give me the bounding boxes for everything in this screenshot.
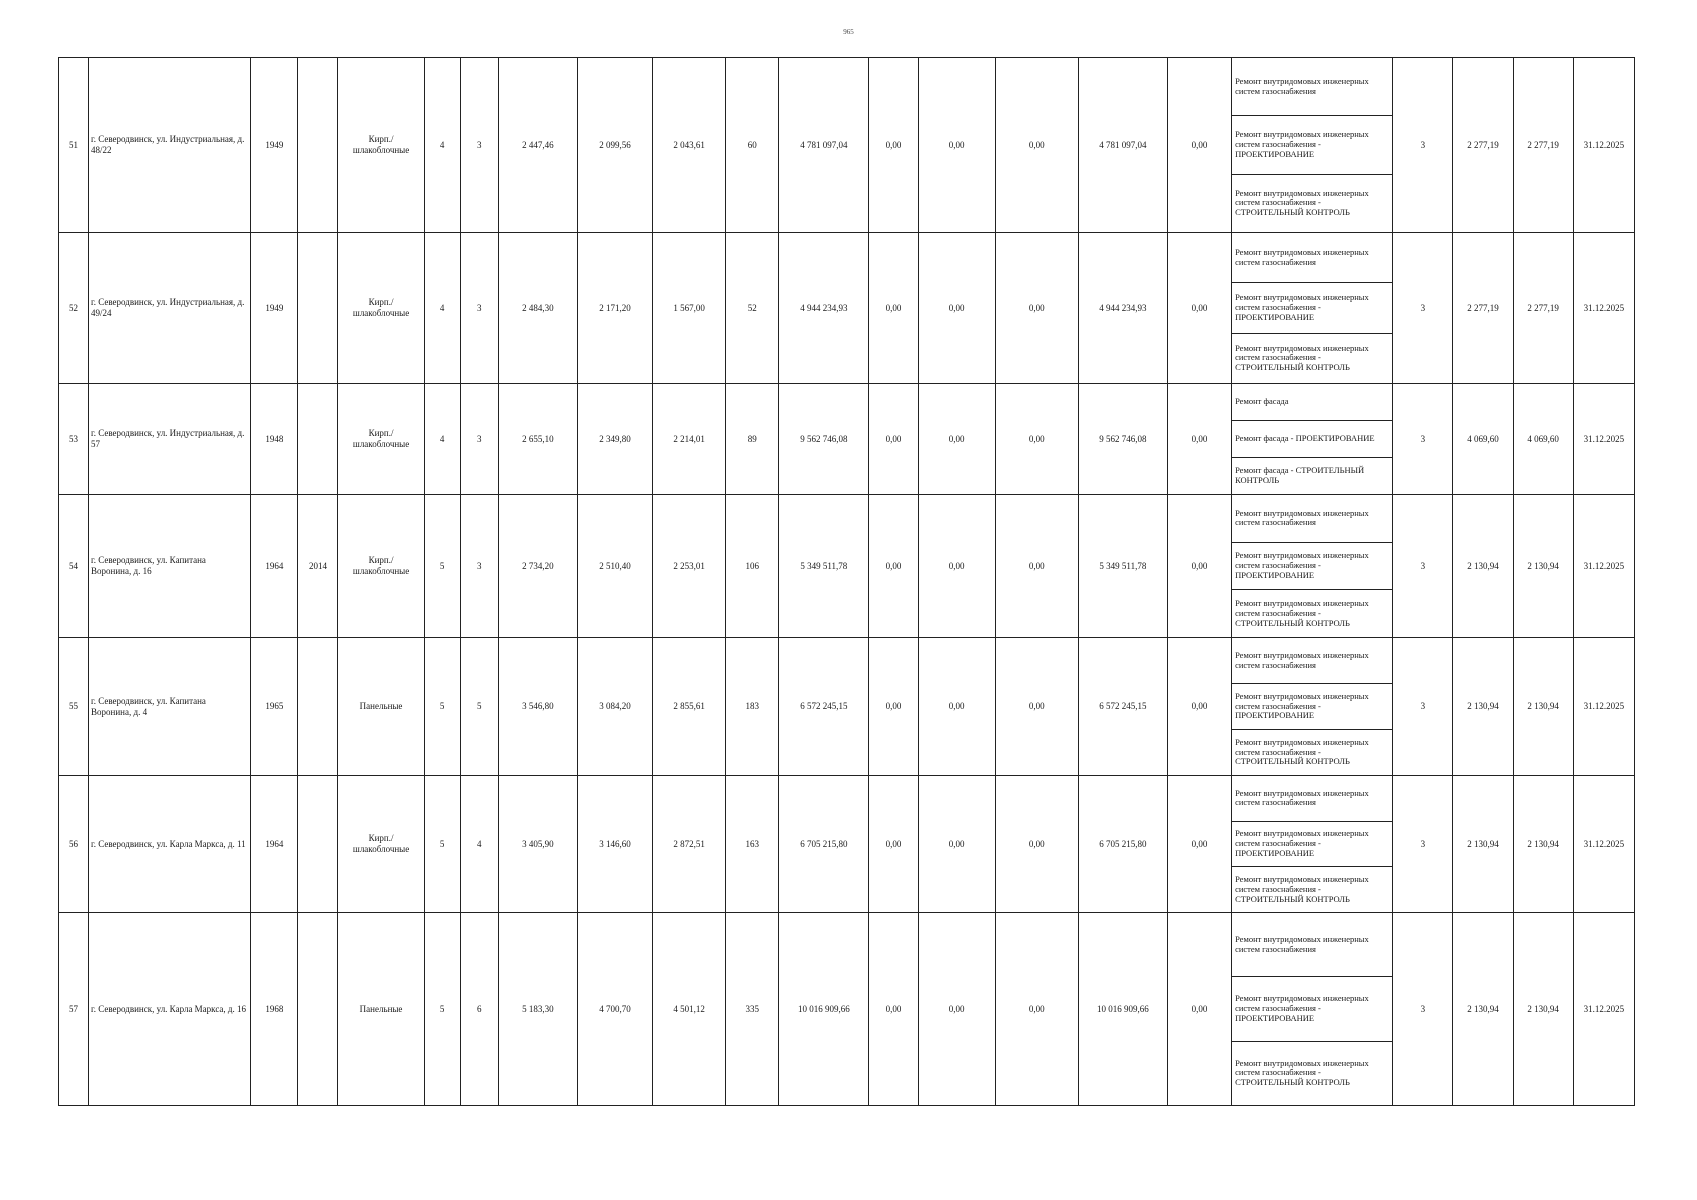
entrances: 3 <box>460 58 498 233</box>
work-item: Ремонт внутридомовых инженерных систем газоснабжения - СТРОИТЕЛЬНЫЙ КОНТРОЛЬ <box>1235 1057 1369 1088</box>
cost-total: 6 572 245,15 <box>779 638 869 776</box>
floors: 5 <box>424 776 460 913</box>
work-item: Ремонт внутридомовых инженерных систем газоснабжения - СТРОИТЕЛЬНЫЙ КОНТРОЛЬ <box>1235 342 1369 373</box>
work-item: Ремонт внутридомовых инженерных систем газоснабжения <box>1232 913 1392 977</box>
work-item: Ремонт внутридомовых инженерных систем газоснабжения - СТРОИТЕЛЬНЫЙ КОНТРОЛЬ <box>1235 187 1369 218</box>
wall-material: Кирп./ шлакоблочные <box>338 58 424 233</box>
works-cell <box>1232 913 1393 1106</box>
fund-e: 0,00 <box>1167 638 1231 776</box>
unit: 3 <box>1393 495 1453 638</box>
unit-cost: 2 130,94 <box>1453 495 1513 638</box>
area-premises: 3 084,20 <box>577 638 652 776</box>
works-cell <box>1232 638 1393 776</box>
work-item: Ремонт фасада - ПРОЕКТИРОВАНИЕ <box>1232 421 1392 458</box>
residents: 163 <box>726 776 779 913</box>
works-cell <box>1232 58 1393 233</box>
work-item: Ремонт внутридомовых инженерных систем газоснабжения <box>1232 495 1392 543</box>
row-number: 55 <box>59 638 89 776</box>
max-cost: 2 277,19 <box>1513 233 1573 384</box>
floors: 5 <box>424 913 460 1106</box>
cost-total: 10 016 909,66 <box>779 913 869 1106</box>
address: г. Северодвинск, ул. Карла Маркса, д. 11 <box>89 776 251 913</box>
area-residential: 2 855,61 <box>653 638 726 776</box>
floors: 4 <box>424 233 460 384</box>
deadline: 31.12.2025 <box>1573 233 1634 384</box>
fund-d: 6 705 215,80 <box>1078 776 1167 913</box>
residents: 52 <box>726 233 779 384</box>
unit-cost: 2 277,19 <box>1453 58 1513 233</box>
work-item: Ремонт внутридомовых инженерных систем газоснабжения <box>1232 58 1392 116</box>
work-item: Ремонт внутридомовых инженерных систем газоснабжения - ПРОЕКТИРОВАНИЕ <box>1232 977 1392 1041</box>
wall-material: Панельные <box>338 638 424 776</box>
year-reconstruction <box>298 638 338 776</box>
residents: 60 <box>726 58 779 233</box>
floors: 4 <box>424 58 460 233</box>
floors: 5 <box>424 495 460 638</box>
works-cell <box>1232 233 1393 384</box>
fund-a: 0,00 <box>869 495 918 638</box>
fund-b: 0,00 <box>918 384 995 495</box>
fund-b: 0,00 <box>918 638 995 776</box>
area-premises: 2 099,56 <box>577 58 652 233</box>
fund-a: 0,00 <box>869 913 918 1106</box>
area-total: 2 447,46 <box>498 58 577 233</box>
area-residential: 2 043,61 <box>653 58 726 233</box>
address: г. Северодвинск, ул. Индустриальная, д. 49/24 <box>89 233 251 384</box>
fund-a: 0,00 <box>869 58 918 233</box>
table-row <box>59 233 1635 384</box>
fund-c: 0,00 <box>995 495 1078 638</box>
wall-material: Панельные <box>338 913 424 1106</box>
area-residential: 2 872,51 <box>653 776 726 913</box>
entrances: 3 <box>460 384 498 495</box>
cost-total: 6 705 215,80 <box>779 776 869 913</box>
row-number: 56 <box>59 776 89 913</box>
fund-d: 4 944 234,93 <box>1078 233 1167 384</box>
address: г. Северодвинск, ул. Индустриальная, д. 48/22 <box>89 58 251 233</box>
deadline: 31.12.2025 <box>1573 776 1634 913</box>
deadline: 31.12.2025 <box>1573 638 1634 776</box>
unit: 3 <box>1393 384 1453 495</box>
year-reconstruction <box>298 776 338 913</box>
fund-b: 0,00 <box>918 58 995 233</box>
capital-repair-table <box>58 57 1635 1106</box>
address: г. Северодвинск, ул. Капитана Воронина, д. 16 <box>89 495 251 638</box>
work-item: Ремонт внутридомовых инженерных систем газоснабжения - СТРОИТЕЛЬНЫЙ КОНТРОЛЬ <box>1235 598 1369 628</box>
wall-material: Кирп./ шлакоблочные <box>338 776 424 913</box>
row-number: 54 <box>59 495 89 638</box>
work-item: Ремонт фасада <box>1232 384 1392 421</box>
area-total: 3 546,80 <box>498 638 577 776</box>
year-reconstruction <box>298 913 338 1106</box>
fund-c: 0,00 <box>995 776 1078 913</box>
wall-material: Кирп./ шлакоблочные <box>338 384 424 495</box>
cost-total: 4 781 097,04 <box>779 58 869 233</box>
fund-e: 0,00 <box>1167 233 1231 384</box>
year-built: 1965 <box>251 638 298 776</box>
row-number: 57 <box>59 913 89 1106</box>
unit: 3 <box>1393 233 1453 384</box>
entrances: 3 <box>460 233 498 384</box>
year-built: 1964 <box>251 776 298 913</box>
area-premises: 2 349,80 <box>577 384 652 495</box>
max-cost: 2 130,94 <box>1513 776 1573 913</box>
address: г. Северодвинск, ул. Капитана Воронина, д. 4 <box>89 638 251 776</box>
works-cell <box>1232 384 1393 495</box>
table-row <box>59 495 1635 638</box>
cost-total: 9 562 746,08 <box>779 384 869 495</box>
unit: 3 <box>1393 638 1453 776</box>
unit-cost: 2 130,94 <box>1453 776 1513 913</box>
fund-c: 0,00 <box>995 58 1078 233</box>
deadline: 31.12.2025 <box>1573 58 1634 233</box>
residents: 183 <box>726 638 779 776</box>
fund-e: 0,00 <box>1167 913 1231 1106</box>
max-cost: 2 130,94 <box>1513 638 1573 776</box>
area-total: 2 734,20 <box>498 495 577 638</box>
cost-total: 5 349 511,78 <box>779 495 869 638</box>
table-row <box>59 384 1635 495</box>
area-residential: 4 501,12 <box>653 913 726 1106</box>
fund-c: 0,00 <box>995 384 1078 495</box>
row-number: 52 <box>59 233 89 384</box>
work-item: Ремонт фасада - СТРОИТЕЛЬНЫЙ КОНТРОЛЬ <box>1235 465 1365 485</box>
fund-c: 0,00 <box>995 233 1078 384</box>
entrances: 4 <box>460 776 498 913</box>
area-residential: 2 253,01 <box>653 495 726 638</box>
area-total: 5 183,30 <box>498 913 577 1106</box>
year-built: 1964 <box>251 495 298 638</box>
fund-d: 4 781 097,04 <box>1078 58 1167 233</box>
fund-b: 0,00 <box>918 776 995 913</box>
fund-d: 5 349 511,78 <box>1078 495 1167 638</box>
area-total: 3 405,90 <box>498 776 577 913</box>
row-number: 51 <box>59 58 89 233</box>
area-residential: 1 567,00 <box>653 233 726 384</box>
fund-a: 0,00 <box>869 776 918 913</box>
fund-d: 9 562 746,08 <box>1078 384 1167 495</box>
work-item: Ремонт внутридомовых инженерных систем газоснабжения <box>1232 233 1392 283</box>
area-total: 2 484,30 <box>498 233 577 384</box>
unit-cost: 2 130,94 <box>1453 913 1513 1106</box>
fund-e: 0,00 <box>1167 495 1231 638</box>
deadline: 31.12.2025 <box>1573 495 1634 638</box>
area-premises: 4 700,70 <box>577 913 652 1106</box>
max-cost: 2 130,94 <box>1513 495 1573 638</box>
fund-c: 0,00 <box>995 913 1078 1106</box>
year-built: 1968 <box>251 913 298 1106</box>
floors: 5 <box>424 638 460 776</box>
work-item: Ремонт внутридомовых инженерных систем газоснабжения - ПРОЕКТИРОВАНИЕ <box>1232 283 1392 333</box>
work-item: Ремонт внутридомовых инженерных систем газоснабжения - ПРОЕКТИРОВАНИЕ <box>1232 543 1392 591</box>
entrances: 3 <box>460 495 498 638</box>
fund-b: 0,00 <box>918 233 995 384</box>
table-row <box>59 638 1635 776</box>
fund-d: 6 572 245,15 <box>1078 638 1167 776</box>
fund-e: 0,00 <box>1167 384 1231 495</box>
area-premises: 3 146,60 <box>577 776 652 913</box>
unit: 3 <box>1393 913 1453 1106</box>
work-item: Ремонт внутридомовых инженерных систем газоснабжения - СТРОИТЕЛЬНЫЙ КОНТРОЛЬ <box>1235 874 1369 904</box>
fund-d: 10 016 909,66 <box>1078 913 1167 1106</box>
deadline: 31.12.2025 <box>1573 913 1634 1106</box>
fund-b: 0,00 <box>918 495 995 638</box>
unit: 3 <box>1393 58 1453 233</box>
address: г. Северодвинск, ул. Карла Маркса, д. 16 <box>89 913 251 1106</box>
unit-cost: 2 130,94 <box>1453 638 1513 776</box>
year-reconstruction <box>298 233 338 384</box>
entrances: 5 <box>460 638 498 776</box>
cost-total: 4 944 234,93 <box>779 233 869 384</box>
table-row <box>59 913 1635 1106</box>
table-row <box>59 58 1635 233</box>
entrances: 6 <box>460 913 498 1106</box>
year-reconstruction: 2014 <box>298 495 338 638</box>
deadline: 31.12.2025 <box>1573 384 1634 495</box>
fund-a: 0,00 <box>869 233 918 384</box>
residents: 89 <box>726 384 779 495</box>
fund-c: 0,00 <box>995 638 1078 776</box>
unit-cost: 2 277,19 <box>1453 233 1513 384</box>
works-cell <box>1232 495 1393 638</box>
year-built: 1948 <box>251 384 298 495</box>
residents: 335 <box>726 913 779 1106</box>
unit: 3 <box>1393 776 1453 913</box>
work-item: Ремонт внутридомовых инженерных систем газоснабжения - ПРОЕКТИРОВАНИЕ <box>1232 684 1392 730</box>
area-residential: 2 214,01 <box>653 384 726 495</box>
year-built: 1949 <box>251 233 298 384</box>
floors: 4 <box>424 384 460 495</box>
work-item: Ремонт внутридомовых инженерных систем газоснабжения <box>1232 776 1392 822</box>
max-cost: 4 069,60 <box>1513 384 1573 495</box>
year-reconstruction <box>298 384 338 495</box>
wall-material: Кирп./ шлакоблочные <box>338 233 424 384</box>
table-row <box>59 776 1635 913</box>
work-item: Ремонт внутридомовых инженерных систем газоснабжения - ПРОЕКТИРОВАНИЕ <box>1232 116 1392 174</box>
fund-e: 0,00 <box>1167 776 1231 913</box>
area-total: 2 655,10 <box>498 384 577 495</box>
max-cost: 2 277,19 <box>1513 58 1573 233</box>
area-premises: 2 171,20 <box>577 233 652 384</box>
area-premises: 2 510,40 <box>577 495 652 638</box>
residents: 106 <box>726 495 779 638</box>
fund-e: 0,00 <box>1167 58 1231 233</box>
year-reconstruction <box>298 58 338 233</box>
fund-a: 0,00 <box>869 384 918 495</box>
year-built: 1949 <box>251 58 298 233</box>
works-cell <box>1232 776 1393 913</box>
unit-cost: 4 069,60 <box>1453 384 1513 495</box>
fund-b: 0,00 <box>918 913 995 1106</box>
work-item: Ремонт внутридомовых инженерных систем газоснабжения - ПРОЕКТИРОВАНИЕ <box>1232 822 1392 868</box>
max-cost: 2 130,94 <box>1513 913 1573 1106</box>
page-number: 965 <box>843 28 854 36</box>
fund-a: 0,00 <box>869 638 918 776</box>
address: г. Северодвинск, ул. Индустриальная, д. 57 <box>89 384 251 495</box>
work-item: Ремонт внутридомовых инженерных систем газоснабжения - СТРОИТЕЛЬНЫЙ КОНТРОЛЬ <box>1235 736 1369 767</box>
wall-material: Кирп./ шлакоблочные <box>338 495 424 638</box>
work-item: Ремонт внутридомовых инженерных систем газоснабжения <box>1232 638 1392 684</box>
row-number: 53 <box>59 384 89 495</box>
